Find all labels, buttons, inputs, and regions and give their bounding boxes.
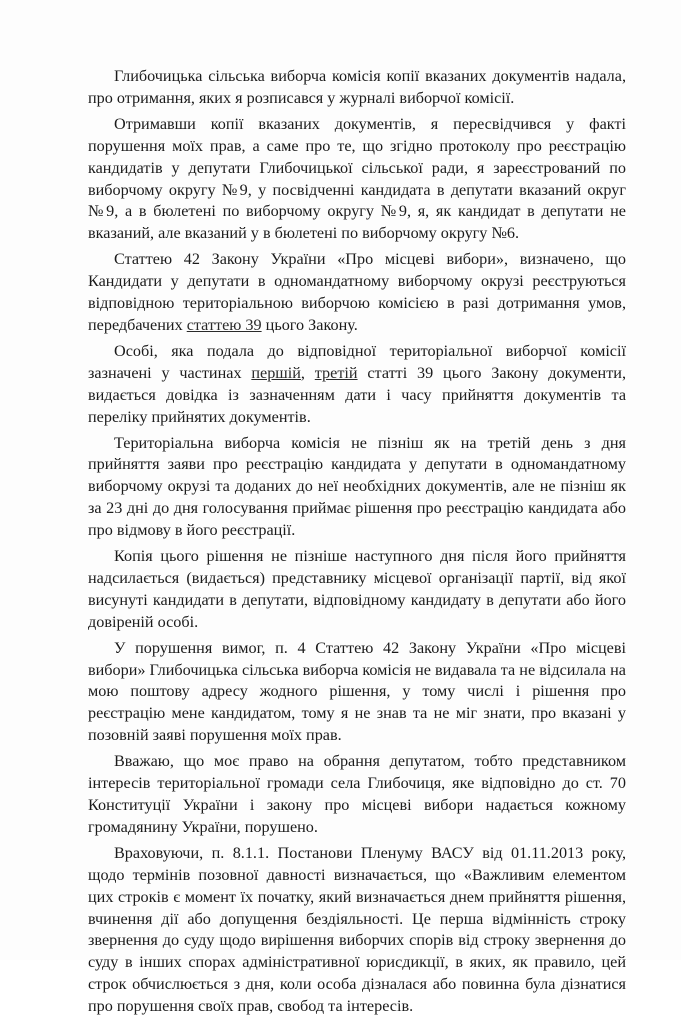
certificate-separator: , <box>300 363 315 382</box>
paragraph-commission-copies: Глибочицька сільська виборча комісія копії вказаних документів надала, про отримання, яких я розписався у журналі виборчої комісії. <box>88 67 626 107</box>
document-body <box>88 66 626 1018</box>
paragraph-certificate <box>88 341 626 429</box>
part-one-link[interactable]: першій <box>251 363 301 382</box>
article-42-text-end: цього Закону. <box>261 315 358 334</box>
article-42-text: Статтею 42 Закону України «Про місцеві вибори», визначено, що Кандидати у депутати в одномандатному виборчому окрузі реєструються відповідною територіальною виборчою комісією в разі дотримання умов, передбачених <box>88 250 626 334</box>
certificate-text: Особі, яка подала до відповідної територіальної виборчої комісії зазначені у частинах <box>88 341 626 382</box>
paragraph-rights-violation: Отримавши копії вказаних документів, я пересвідчився у факті порушення моїх прав, а саме про те, що згідно протоколу про реєстрацію кандидатів у депутати Глибочицької сільської ради, я зареєстрований по виборчому округу №9, у посвідченні кандидата в депутати вказаний округ №9, а в бюлетені по виборчому округу №9, я, як кандидат в депутати не вказаний, але вказаний у в бюлетені по виборчому округу №6. <box>88 114 626 243</box>
paragraph-limitation-period: Враховуючи, п. 8.1.1. Постанови Пленуму ВАСУ від 01.11.2013 року, щодо термінів позовної давності визначається, що «Важливим елементом цих строків є момент їх початку, який визначається днем прийняття рішення, вчинення дії або допущення бездіяльності. Це перша відмінність строку звернення до суду щодо вирішення виборчих спорів від строку звернення до суду в інших спорах адміністративної юрисдикції, в яких, як правило, цей строк обчислюється з дня, коли особа дізналася або повинна була дізнатися про порушення своїх прав, свобод та інтересів. <box>88 843 626 1016</box>
paragraph-article-42 <box>88 249 626 337</box>
paragraph-registration-deadline: Територіальна виборча комісія не пізніш як на третій день з дня прийняття заяви про реєстрацію кандидата у депутати в одномандатному виборчому окрузі та доданих до неї необхідних документів, але не пізніш як за 23 дні до дня голосування приймає рішення про реєстрацію кандидата або про відмову в його реєстрації. <box>88 433 626 540</box>
article-39-link[interactable]: статтею 39 <box>186 315 262 334</box>
part-three-link[interactable]: третій <box>314 363 358 382</box>
paragraph-decision-copy: Копія цього рішення не пізніше наступного дня після його прийняття надсилається (видається) представнику місцевої організації партії, від якої висунуті кандидати в депутати, відповідному кандидату в депутати або його довіреній особі. <box>88 547 626 631</box>
paragraph-right-to-elected: Вважаю, що моє право на обрання депутатом, тобто представником інтересів територіальної громади села Глибочиця, яке відповідно до ст. 70 Конституції України і закону про місцеві вибори надається кожному громадянину України, порушено. <box>88 752 626 836</box>
certificate-text-end: статті 39 цього Закону документи, видається довідка із зазначенням дати і часу прийняття документів та переліку прийнятих документів. <box>88 363 627 426</box>
paragraph-violation-article-42: У порушення вимог, п. 4 Статтею 42 Закону України «Про місцеві вибори» Глибочицька сільська виборча комісія не видавала та не відсилала на мою поштову адресу жодного рішення, у тому числі і рішення про реєстрацію мене кандидатом, тому я не знав та не міг знати, про вказані у позовній заяві порушення моїх прав. <box>88 638 626 745</box>
